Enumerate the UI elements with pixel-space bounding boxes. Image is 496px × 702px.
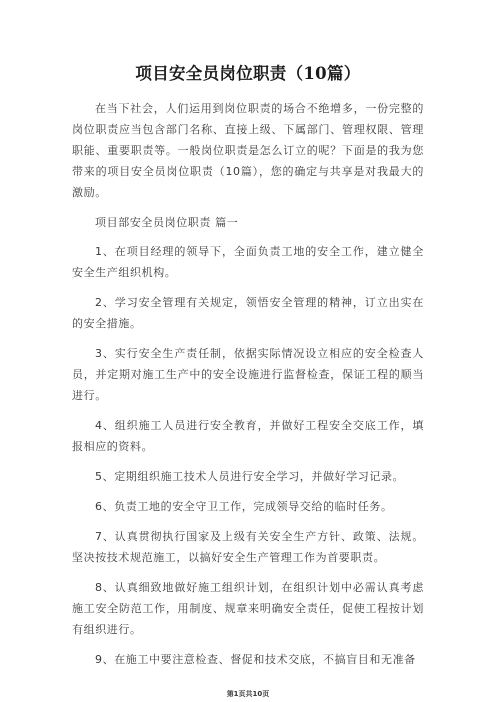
duty-item-5: 5、定期组织施工技术人员进行安全学习，并做好学习记录。 xyxy=(95,470,405,483)
duty-item-7: 7、认真贯彻执行国家及上级有关安全生产方针、政策、法规。坚决按技术规范施工，以搞好安全生产管理工作为首要职责。 xyxy=(72,530,424,564)
duty-item-4: 4、组织施工人员进行安全教育，并做好工程安全交底工作，填报相应的资料。 xyxy=(72,419,424,453)
document-body xyxy=(72,98,424,670)
intro-paragraph: 在当下社会，人们运用到岗位职责的场合不绝增多，一份完整的岗位职责应当包含部门名称、直接上级、下属部门、管理权限、管理职能、重要职责等。一般岗位职责是怎么订立的呢？下面是的我为您带来的项目安全员岗位职责（10篇），您的确定与共享是对我最大的激励。 xyxy=(72,102,424,199)
duty-item-8: 8、认真细致地做好施工组织计划，在组织计划中必需认真考虑施工安全防范工作，用制度、规章来明确安全责任，促使工程按计划有组织进行。 xyxy=(72,581,424,636)
duty-item-6: 6、负责工地的安全守卫工作，完成领导交给的临时任务。 xyxy=(95,500,393,513)
section-heading: 项目部安全员岗位职责 篇一 xyxy=(95,216,239,229)
page-number-footer: 第1页共10页 xyxy=(226,690,270,698)
duty-item-9: 9、在施工中要注意检查、督促和技术交底，不搞盲目和无准备 xyxy=(95,653,416,666)
duty-item-2: 2、学习安全管理有关规定，领悟安全管理的精神，订立出实在的安全措施。 xyxy=(72,296,424,330)
duty-item-1: 1、在项目经理的领导下，全面负责工地的安全工作，建立健全安全生产组织机构。 xyxy=(72,245,424,279)
duty-item-3: 3、实行安全生产责任制，依据实际情况设立相应的安全检查人员，并定期对施工生产中的安全设施进行监督检查，保证工程的顺当进行。 xyxy=(72,347,424,402)
document-title: 项目安全员岗位职责（10篇） xyxy=(135,64,361,83)
